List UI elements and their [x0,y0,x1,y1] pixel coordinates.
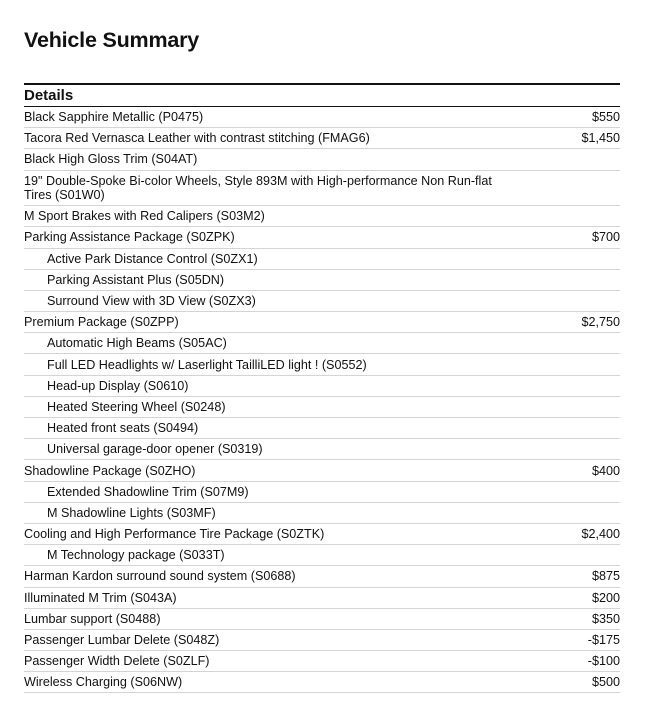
page-title: Vehicle Summary [24,28,200,52]
detail-row [24,651,620,672]
detail-label: Passenger Width Delete (S0ZLF) [24,654,210,669]
detail-price: $500 [591,675,620,690]
detail-label: Automatic High Beams (S05AC) [47,336,227,351]
detail-row [24,128,620,149]
detail-price: -$100 [587,654,620,669]
detail-row [24,672,620,693]
detail-row [24,609,620,630]
detail-label: Parking Assistance Package (S0ZPK) [24,230,235,245]
detail-label: Full LED Headlights w/ Laserlight TailliLED light ! (S0552) [47,357,367,372]
detail-price: -$175 [587,633,620,647]
detail-row [24,171,620,207]
details-list [24,107,620,693]
detail-label: Black High Gloss Trim (S04AT) [24,152,198,167]
detail-row [24,566,620,587]
detail-row [24,524,620,545]
detail-row [24,249,620,270]
detail-price: $400 [591,463,620,478]
details-title: Details [24,87,74,104]
detail-row [24,588,620,609]
detail-label: Illuminated M Trim (S043A) [24,590,177,605]
detail-row [24,630,620,651]
detail-row [24,227,620,248]
detail-row [24,439,620,460]
detail-label: 19" Double-Spoke Bi-color Wheels, Style 893M with High-performance Non Run-flat Tires (S01W0) [24,173,492,202]
detail-row [24,312,620,333]
detail-label: M Shadowline Lights (S03MF) [47,505,216,520]
detail-row [24,545,620,566]
detail-price: $200 [591,590,620,605]
detail-label: Black Sapphire Metallic (P0475) [24,110,204,125]
detail-price: $1,450 [581,131,620,146]
detail-row [24,333,620,354]
detail-price: $875 [591,569,620,584]
detail-label: Shadowline Package (S0ZHO) [24,463,196,478]
detail-row [24,107,620,128]
detail-label: Parking Assistant Plus (S05DN) [47,272,225,287]
detail-label: Premium Package (S0ZPP) [24,315,179,330]
detail-label: Harman Kardon surround sound system (S0688) [24,569,296,584]
detail-label: Universal garage-door opener (S0319) [47,442,263,457]
detail-label: Heated front seats (S0494) [47,421,199,436]
detail-price: $700 [591,230,620,245]
detail-label: Passenger Lumbar Delete (S048Z) [24,633,220,647]
detail-row [24,460,620,481]
detail-label: Active Park Distance Control (S0ZX1) [47,251,258,266]
detail-price: $2,400 [581,527,620,542]
detail-row [24,354,620,375]
detail-label: M Technology package (S033T) [47,548,225,563]
detail-price: $350 [591,611,620,626]
detail-row [24,270,620,291]
details-section [24,83,620,693]
detail-row [24,397,620,418]
detail-row [24,206,620,227]
detail-row [24,149,620,170]
detail-label: Head-up Display (S0610) [47,378,189,393]
detail-row [24,418,620,439]
detail-label: M Sport Brakes with Red Calipers (S03M2) [24,209,265,224]
detail-row [24,376,620,397]
detail-price: $550 [591,110,620,125]
detail-label: Extended Shadowline Trim (S07M9) [47,484,249,499]
detail-row [24,482,620,503]
detail-label: Tacora Red Vernasca Leather with contrast stitching (FMAG6) [24,131,370,146]
detail-label: Heated Steering Wheel (S0248) [47,399,226,414]
detail-row [24,291,620,312]
detail-row [24,503,620,524]
detail-label: Wireless Charging (S06NW) [24,675,183,690]
detail-price: $2,750 [581,315,620,330]
detail-label: Cooling and High Performance Tire Package (S0ZTK) [24,527,325,542]
detail-label: Surround View with 3D View (S0ZX3) [47,294,256,308]
details-header [24,83,620,107]
detail-label: Lumbar support (S0488) [24,611,161,626]
